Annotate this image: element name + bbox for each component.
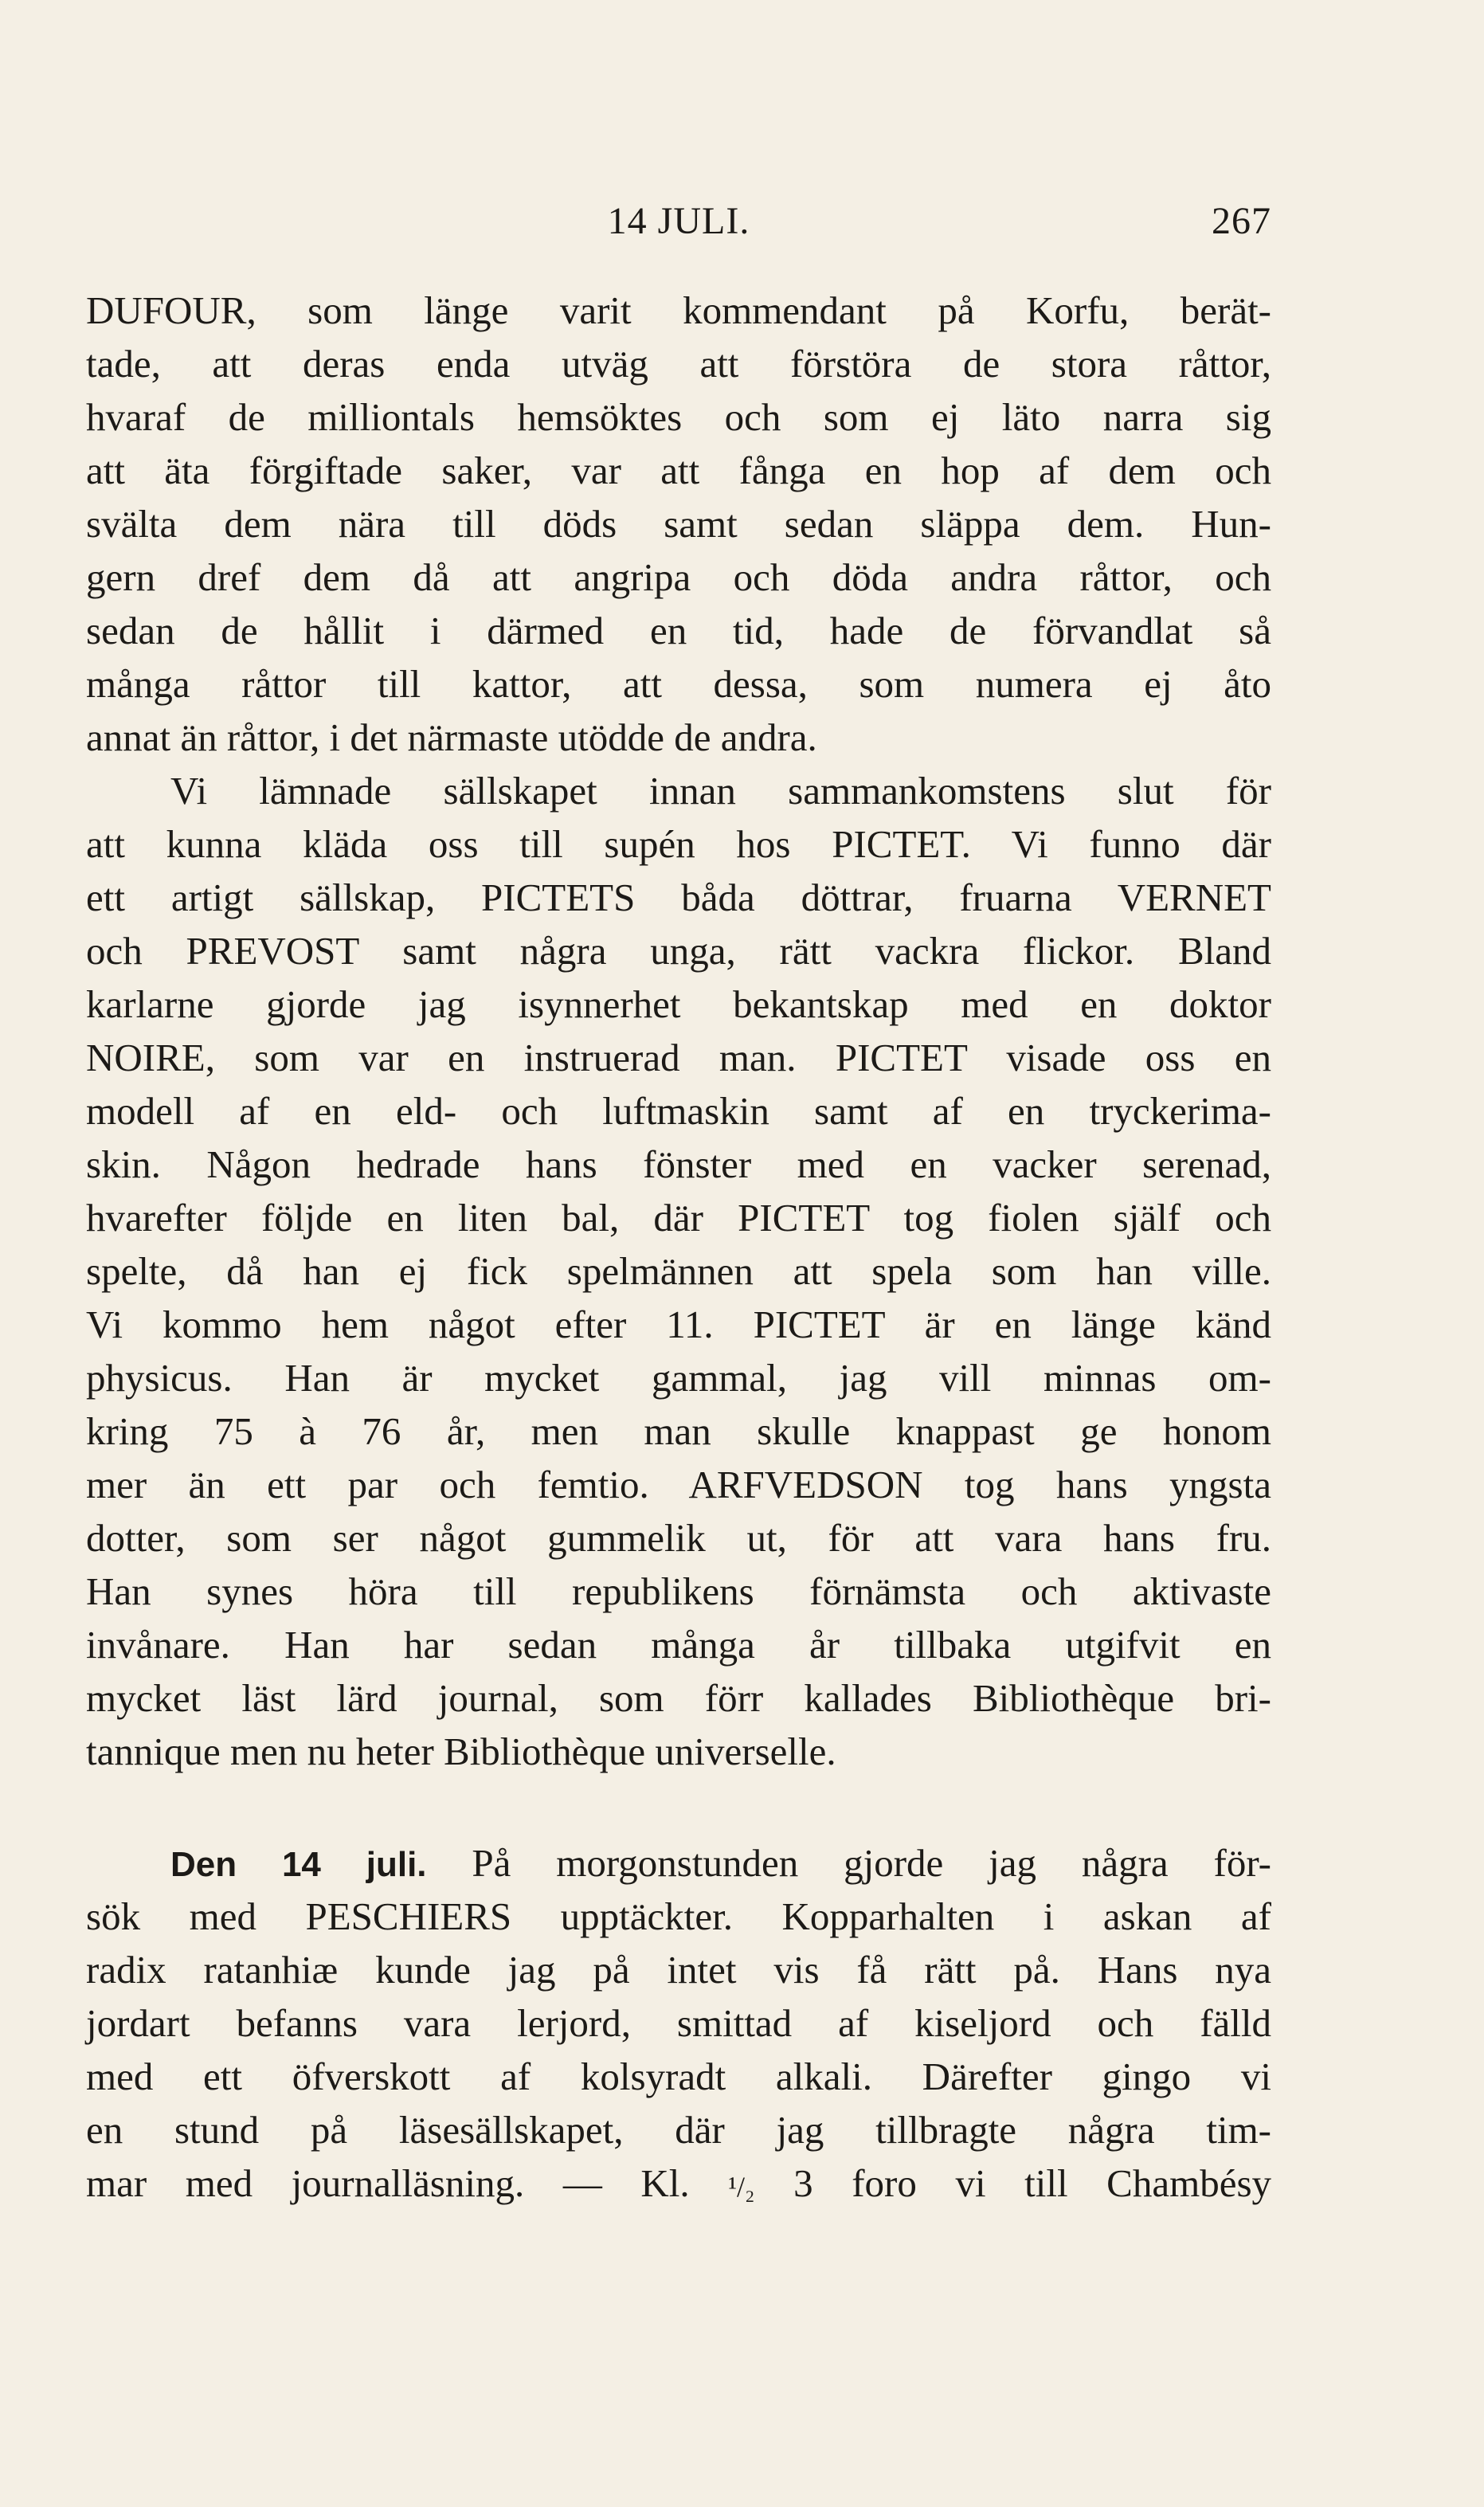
text-line: hvaraf de milliontals hemsöktes och som ej läto narra sig — [86, 395, 1271, 439]
date-heading: Den 14 juli. — [170, 1845, 427, 1884]
text-line: hvarefter följde en liten bal, där PICTET tog fiolen själf och — [86, 1196, 1271, 1240]
text-line: kring 75 à 76 år, men man skulle knappast ge honom — [86, 1409, 1271, 1453]
text-line: och PREVOST samt några unga, rätt vackra flickor. Bland — [86, 929, 1271, 973]
text-line: att äta förgiftade saker, var att fånga en hop af dem och — [86, 449, 1271, 492]
text-line: Han synes höra till republikens förnämsta och aktivaste — [86, 1569, 1271, 1613]
text-line: jordart befanns vara lerjord, smittad af kiseljord och fälld — [86, 2001, 1271, 2045]
text-line: tannique men nu heter Bibliothèque universelle. — [86, 1729, 836, 1773]
text-line: physicus. Han är mycket gammal, jag vill minnas om- — [86, 1356, 1271, 1400]
text-line: DUFOUR, som länge varit kommendant på Korfu, berät- — [86, 288, 1271, 332]
text-line — [86, 2156, 1271, 2210]
paragraph-1 — [86, 284, 1271, 764]
text-line: Vi kommo hem något efter 11. PICTET är en länge känd — [86, 1302, 1271, 1346]
running-head — [86, 199, 1271, 255]
text-line: spelte, då han ej fick spelmännen att spela som han ville. — [86, 1249, 1271, 1293]
text-line: svälta dem nära till döds samt sedan släppa dem. Hun- — [86, 502, 1271, 546]
text-line: annat än råttor, i det närmaste utödde de andra. — [86, 715, 817, 759]
text-line-end: 3 foro vi till Chambésy — [793, 2161, 1272, 2205]
text-line: tade, att deras enda utväg att förstöra de stora råttor, — [86, 342, 1271, 386]
text-line: radix ratanhiæ kunde jag på intet vis få rätt på. Hans nya — [86, 1948, 1271, 1992]
text-line-start: mar med journalläsning. — Kl. — [86, 2161, 690, 2205]
text-line-rest: På morgonstunden gjorde jag några för- — [472, 1841, 1272, 1885]
page-number: 267 — [1212, 200, 1271, 242]
text-line: invånare. Han har sedan många år tillbaka utgifvit en — [86, 1623, 1271, 1667]
paragraph-2 — [86, 764, 1271, 1778]
text-line: NOIRE, som var en instruerad man. PICTET visade oss en — [86, 1036, 1271, 1079]
fraction: ¹/₂ — [728, 2171, 755, 2203]
text-line: sedan de hållit i därmed en tid, hade de förvandlat så — [86, 609, 1271, 652]
text-line: modell af en eld- och luftmaskin samt af en tryckerima- — [86, 1089, 1271, 1133]
text-line: en stund på läsesällskapet, där jag tillbragte några tim- — [86, 2108, 1271, 2152]
text-line: mycket läst lärd journal, som förr kallades Bibliothèque bri- — [86, 1676, 1271, 1720]
text-line: skin. Någon hedrade hans fönster med en vacker serenad, — [86, 1142, 1271, 1186]
text-line: karlarne gjorde jag isynnerhet bekantskap med en doktor — [86, 982, 1271, 1026]
text-line: Vi lämnade sällskapet innan sammankomstens slut för — [170, 769, 1271, 813]
text-line: många råttor till kattor, att dessa, som numera ej åto — [86, 662, 1271, 706]
text-line: sök med PESCHIERS upptäckter. Kopparhalten i askan af — [86, 1894, 1271, 1938]
text-line: dotter, som ser något gummelik ut, för att vara hans fru. — [86, 1516, 1271, 1560]
running-head-title: 14 JULI. — [607, 200, 750, 242]
text-line — [86, 1836, 1271, 1890]
paragraph-3 — [86, 1836, 1271, 2210]
text-line: mer än ett par och femtio. ARFVEDSON tog hans yngsta — [86, 1463, 1271, 1506]
text-line: ett artigt sällskap, PICTETS båda döttrar, fruarna VERNET — [86, 875, 1271, 919]
text-line: att kunna kläda oss till supén hos PICTET. Vi funno där — [86, 822, 1271, 866]
text-line: gern dref dem då att angripa och döda andra råttor, och — [86, 555, 1271, 599]
text-line: med ett öfverskott af kolsyradt alkali. Därefter gingo vi — [86, 2055, 1271, 2098]
